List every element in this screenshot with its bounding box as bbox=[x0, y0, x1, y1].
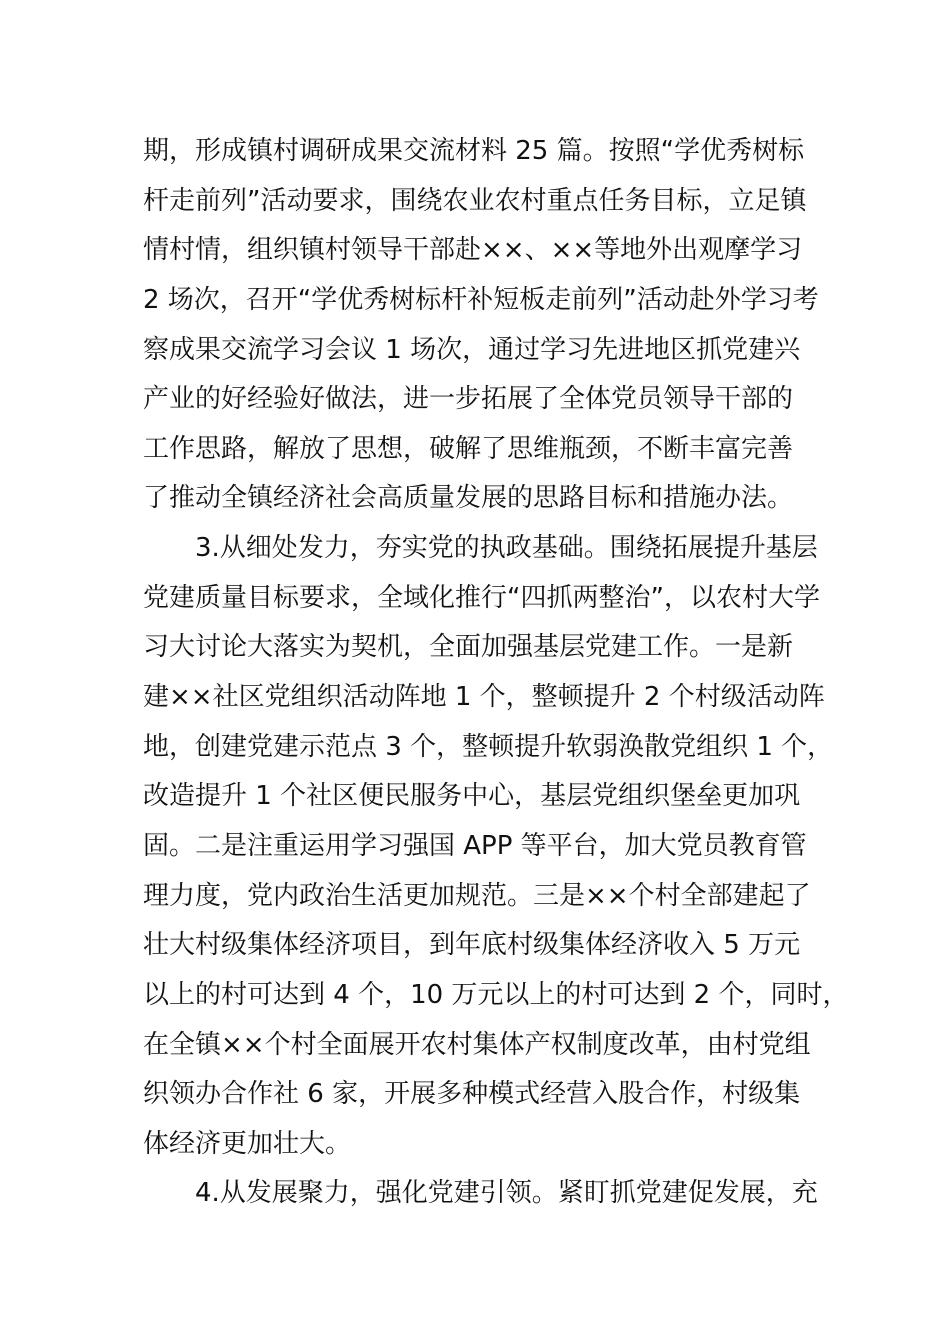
paragraph-3-first-line: 3.从细处发力，夯实党的执政基础。围绕拓展提升基层 bbox=[195, 533, 818, 564]
text-line: 习大讨论大落实为契机，全面加强基层党建工作。一是新 bbox=[143, 632, 794, 663]
text-line: 体经济更加壮大。 bbox=[143, 1128, 352, 1159]
text-line: 了推动全镇经济社会高质量发展的思路目标和措施办法。 bbox=[143, 483, 794, 514]
text-line: 工作思路，解放了思想，破解了思维瓶颈，不断丰富完善 bbox=[143, 433, 794, 464]
text-line: 以上的村可达到 4 个，10 万元以上的村可达到 2 个，同时， bbox=[143, 979, 849, 1010]
text-line: 党建质量目标要求，全域化推行“四抓两整治”，以农村大学 bbox=[143, 582, 820, 613]
text-line: 期，形成镇村调研成果交流材料 25 篇。按照“学优秀树标 bbox=[143, 136, 805, 166]
text-line: 地，创建党建示范点 3 个，整顿提升软弱涣散党组织 1 个， bbox=[143, 731, 834, 762]
text-line: 固。二是注重运用学习强国 APP 等平台，加大党员教育管 bbox=[143, 830, 807, 861]
text-line: 织领办合作社 6 家，开展多种模式经营入股合作，村级集 bbox=[143, 1079, 801, 1110]
paragraph-4-first-line: 4.从发展聚力，强化党建引领。紧盯抓党建促发展，充 bbox=[195, 1178, 818, 1209]
text-line: 理力度，党内政治生活更加规范。三是××个村全部建起了 bbox=[143, 880, 811, 911]
text-line: 建××社区党组织活动阵地 1 个，整顿提升 2 个村级活动阵 bbox=[143, 682, 825, 713]
text-line: 壮大村级集体经济项目，到年底村级集体经济收入 5 万元 bbox=[143, 930, 801, 961]
body-text bbox=[143, 127, 849, 1219]
text-line: 杆走前列”活动要求，围绕农业农村重点任务目标，立足镇 bbox=[143, 185, 807, 216]
text-line: 在全镇××个村全面展开农村集体产权制度改革，由村党组 bbox=[143, 1029, 811, 1060]
text-line: 情村情，组织镇村领导干部赴××、××等地外出观摩学习 bbox=[143, 235, 803, 266]
text-line: 2 场次，召开“学优秀树标杆补短板走前列”活动赴外学习考 bbox=[143, 284, 819, 315]
text-line: 改造提升 1 个社区便民服务中心，基层党组织堡垒更加巩 bbox=[143, 781, 801, 812]
text-line: 产业的好经验好做法，进一步拓展了全体党员领导干部的 bbox=[143, 384, 794, 415]
text-line: 察成果交流学习会议 1 场次，通过学习先进地区抓党建兴 bbox=[143, 334, 801, 365]
